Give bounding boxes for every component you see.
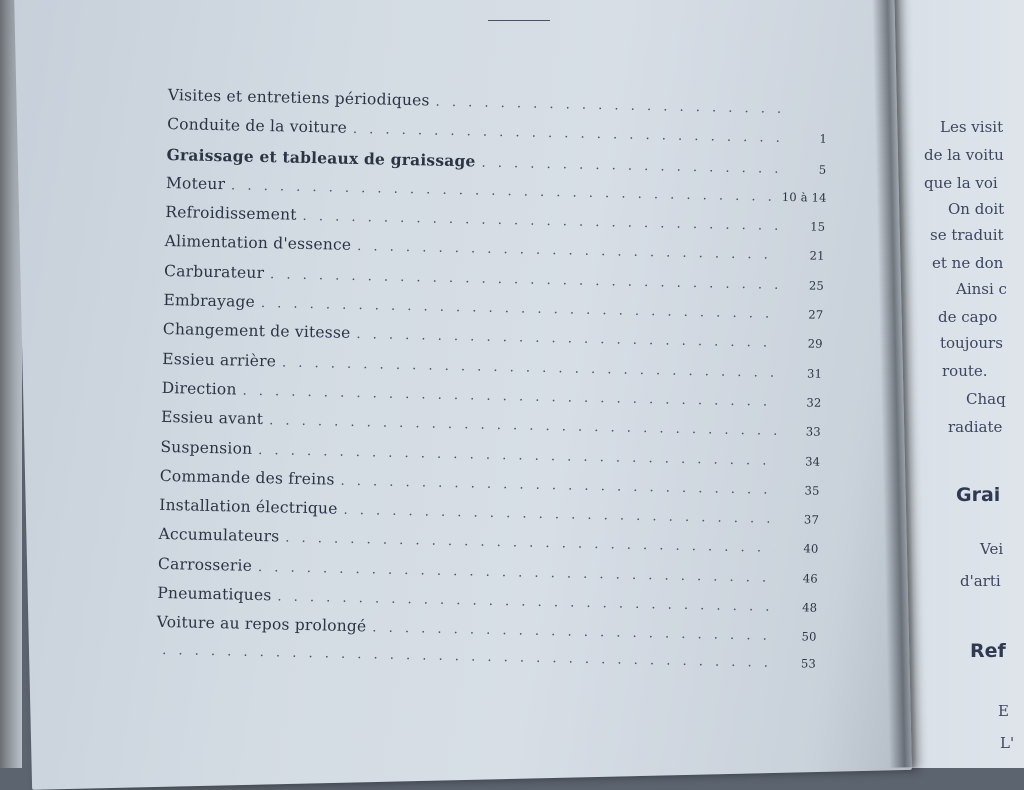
toc-entry-page: 1	[783, 131, 827, 146]
toc-entry-title: Graissage et tableaux de graissage	[166, 145, 481, 171]
facing-page-line: et ne don	[932, 254, 1003, 272]
facing-page-line: radiate	[948, 418, 1002, 436]
facing-page-line: On doit	[948, 200, 1004, 218]
toc-entry-title: Accumulateurs	[158, 525, 285, 546]
toc-entry-page: 31	[778, 366, 822, 381]
facing-page-heading: Ref	[970, 640, 1006, 662]
toc-entry-page: 29	[779, 336, 823, 351]
toc-entry-page: 34	[776, 453, 820, 468]
toc-entry-page: 21	[780, 248, 824, 263]
toc-entry-title: Suspension	[160, 437, 258, 457]
facing-page-line: se traduit	[930, 226, 1004, 244]
leader-dots	[356, 327, 779, 351]
toc-entry-page: 53	[772, 655, 816, 670]
toc-entry-title: Alimentation d'essence	[165, 232, 358, 254]
facing-page-line: E	[998, 702, 1009, 720]
toc-entry-title: Commande des freins	[160, 467, 341, 489]
header-rule	[488, 20, 550, 21]
toc-entry-title: Changement de vitesse	[163, 320, 357, 342]
toc-entry-page: 27	[779, 307, 823, 322]
toc-entry-title: Essieu avant	[161, 408, 269, 428]
facing-page-line: d'arti	[960, 572, 1001, 590]
toc-entry-page: 37	[775, 512, 819, 527]
leader-dots	[372, 621, 773, 644]
toc-entry-page: 5	[782, 161, 826, 176]
facing-page-line: Chaq	[966, 390, 1006, 408]
toc-entry-title: Pneumatiques	[157, 584, 277, 605]
facing-page-line: route.	[942, 362, 988, 380]
toc-entry-title: Essieu arrière	[162, 350, 282, 371]
facing-page-line: Les visit	[940, 118, 1003, 136]
toc-entry-title: Conduite de la voiture	[167, 115, 353, 137]
toc-entry-title: Carrosserie	[158, 555, 258, 575]
leader-dots	[357, 239, 781, 263]
toc-entry-page: 25	[780, 278, 824, 293]
facing-page-line: L'	[1000, 734, 1014, 752]
toc-entry-title: Moteur	[166, 174, 232, 193]
toc-entry-page: 35	[776, 483, 820, 498]
facing-page-heading: Grai	[956, 484, 1000, 506]
toc-entry-title: Carburateur	[164, 262, 270, 282]
toc-entry-title: Voiture au repos prolongé	[157, 613, 373, 636]
toc-entry-title: Installation électrique	[159, 496, 344, 518]
toc-entry-page: 15	[781, 219, 825, 234]
toc-entry-title: Refroidissement	[165, 203, 303, 224]
facing-page-line: que la voi	[924, 174, 998, 192]
toc-entry-page: 40	[774, 541, 818, 556]
toc-entry-page: 10 à 14	[782, 190, 826, 205]
facing-page-line: de capo	[938, 308, 997, 326]
table-of-contents	[156, 86, 828, 686]
toc-entry-page: 48	[773, 600, 817, 615]
toc-entry-page: 33	[777, 424, 821, 439]
facing-page-line: Ainsi c	[956, 280, 1007, 298]
toc-entry-title: Embrayage	[163, 291, 261, 311]
toc-entry-page: 46	[774, 571, 818, 586]
toc-entry-page	[784, 113, 828, 114]
toc-entry-title: Visites et entretiens périodiques	[168, 86, 436, 110]
facing-page-line: Vei	[980, 540, 1003, 558]
toc-entry-title: Direction	[161, 379, 242, 399]
toc-entry-page: 32	[777, 395, 821, 410]
leader-dots	[481, 155, 782, 176]
leader-dots	[435, 95, 783, 117]
facing-page-line: toujours	[940, 334, 1003, 352]
facing-page-line: de la voitu	[924, 146, 1004, 164]
toc-entry-page: 50	[772, 629, 816, 644]
